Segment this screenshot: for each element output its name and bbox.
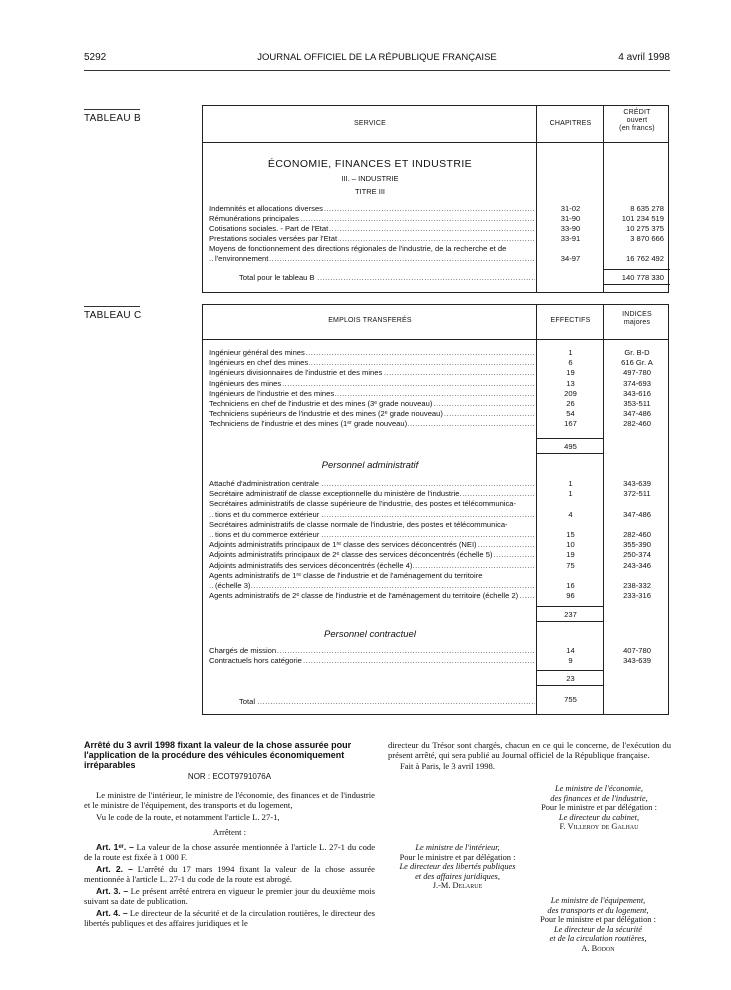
arrete-title: Arrêté du 3 avril 1998 fixant la valeur de la chose assurée pour l'application de la procédure des véhicules économiquement irréparables (84, 740, 352, 770)
indices-cell: 355-390 (623, 540, 651, 550)
table-row: (échelle 3) ..... (209, 581, 535, 591)
tableau-c (202, 304, 669, 715)
indices-cell: 407-780 (623, 646, 651, 655)
credit-cell: 101 234 519 (621, 214, 664, 223)
col-emplois-header: EMPLOIS TRANSFERÉS (328, 317, 412, 324)
indices-cell: 250-374 (623, 550, 651, 560)
total-row: Total pour le tableau B ..... (239, 273, 535, 283)
col-credit-header: CRÉDIT ouvert (en francs) (619, 109, 655, 132)
visa: Vu le code de la route, et notamment l'article L. 27-1, (96, 812, 280, 822)
effectifs-cell: 10 (566, 540, 575, 550)
effectifs-cell: 1 (568, 479, 573, 488)
indices-cell: Gr. B-D (624, 348, 650, 357)
indices-cell: 353-511 (623, 399, 651, 408)
table-row: l'environnement ..... (209, 254, 535, 264)
tableau-b-label: TABLEAU B (84, 113, 141, 124)
effectifs-cell: 6 (568, 358, 573, 368)
chapitre-cell: 31-02 (560, 204, 581, 213)
table-row: Techniciens en chef de l'industrie et des mines (3ᵉ grade nouveau) ..... (209, 399, 535, 409)
preamble: Le ministre de l'intérieur, le ministre de l'économie, des finances et de l'industrie et le ministre de l'équipement, des transports et du logement, (84, 790, 375, 810)
col-chapitres-header: CHAPITRES (549, 120, 592, 127)
table-row: Techniciens de l'industrie et des mines (1ᵉʳ grade nouveau) ..... (209, 419, 535, 429)
table-row: Adjoints administratifs des services déconcentrés (échelle 4) ..... (209, 561, 535, 571)
table-row: Contractuels hors catégorie ..... (209, 656, 535, 666)
fait-a-paris: Fait à Paris, le 3 avril 1998. (400, 761, 495, 771)
table-row: Secrétaire administratif de classe exceptionnelle du ministère de l'industrie ..... (209, 489, 535, 499)
effectifs-cell: 1 (568, 489, 573, 499)
signature-economie: Le ministre de l'économie, des finances et de l'industrie, Pour le ministre et par délégation : Le directeur du cabinet, F. Villeroy de Galhau (541, 784, 657, 831)
effectifs-cell: 9 (568, 656, 573, 666)
effectifs-cell: 1 (568, 348, 573, 357)
effectifs-cell: 75 (566, 560, 575, 570)
effectifs-cell: 167 (564, 419, 577, 429)
header-rule (84, 70, 670, 71)
indices-cell (604, 520, 670, 530)
table-row: Ingénieurs en chef des mines ..... (209, 358, 535, 368)
indices-cell (604, 499, 670, 509)
credit-cell: 16 762 492 (625, 254, 664, 263)
chapitres-column (537, 106, 604, 292)
section-personnel-administratif: Personnel administratif (321, 460, 419, 471)
indices-cell: 497-780 (623, 368, 651, 378)
signature-equipement: Le ministre de l'équipement, des transports et du logement, Pour le ministre et par délégation : Le directeur de la sécurité et de la circulation routières, A. Bodon (540, 896, 656, 953)
indices-cell: 374-693 (623, 378, 651, 388)
article-2: Art. 2. – L'arrêté du 17 mars 1994 fixant la valeur de la chose assurée mentionnée à l'article L. 27-1 du code de la route est abrogé. (84, 864, 375, 884)
page-header (84, 52, 670, 68)
titre-heading: TITRE III (355, 187, 385, 196)
effectifs-cell: 4 (568, 509, 573, 519)
effectifs-cell: 19 (566, 368, 575, 378)
subtotal-1: 495 (537, 438, 604, 454)
effectifs-cell: 26 (566, 399, 575, 408)
table-row: Agents administratifs de 1ʳᵉ classe de l'industrie et de l'aménagement du territoire (209, 570, 483, 580)
journal-title: JOURNAL OFFICIEL DE LA RÉPUBLIQUE FRANÇAISE (257, 52, 497, 63)
ministry-title: ÉCONOMIE, FINANCES ET INDUSTRIE (267, 158, 473, 170)
indices-cell: 243-346 (623, 560, 651, 570)
table-row: Attaché d'administration centrale ..... (209, 479, 535, 489)
tableau-c-label: TABLEAU C (84, 310, 142, 321)
indices-cell: 233-316 (623, 591, 651, 601)
section-title: III. – INDUSTRIE (341, 174, 399, 183)
effectifs-cell: 54 (566, 409, 575, 419)
indices-cell: 282-460 (623, 419, 651, 429)
table-row: Cotisations sociales. - Part de l'Etat ..... (209, 224, 535, 234)
chapitre-cell: 33-91 (560, 234, 581, 243)
tableau-b (202, 105, 669, 293)
col-effectifs-header: EFFECTIFS (550, 317, 591, 324)
article-4: Art. 4. – Le directeur de la sécurité et de la circulation routières, le directeur des libertés publiques et des affaires juridiques et le (84, 908, 375, 928)
credit-cell: 10 275 375 (625, 224, 664, 233)
indices-cell: 347-486 (623, 509, 651, 519)
article-1: Art. 1ᵉʳ. – La valeur de la chose assurée mentionnée à l'article L. 27-1 du code de la route est fixée à 1 000 F. (84, 842, 376, 862)
total-effectifs: 755 (564, 695, 577, 704)
table-row: Techniciens supérieurs de l'industrie et des mines (2ᵉ grade nouveau) ..... (209, 409, 535, 419)
effectifs-cell: 13 (566, 378, 575, 388)
credit-cell: 8 635 278 (630, 204, 664, 213)
indices-cell: 343-616 (623, 388, 651, 398)
table-row: Ingénieurs divisionnaires de l'industrie et des mines ..... (209, 368, 535, 378)
indices-cell: 616 Gr. A (621, 358, 653, 368)
table-row: tions et du commerce extérieur ..... (209, 510, 535, 520)
table-row: Adjoints administratifs principaux de 1ʳᵉ classe des services déconcentrés (NEI) ..... (209, 540, 535, 550)
table-head-separator (203, 339, 668, 340)
chapitre-cell: 31-90 (560, 214, 581, 223)
effectifs-cell (537, 499, 604, 509)
indices-cell (604, 571, 670, 581)
nor-reference: NOR : ECOT9791076A (187, 772, 272, 781)
table-row: Secrétaires administratifs de classe supérieure de l'industrie, des postes et télécommunica- (209, 499, 517, 509)
table-row: Ingénieur général des mines ..... (209, 348, 535, 358)
execution-clause: directeur du Trésor sont chargés, chacun en ce qui le concerne, de l'exécution du présent arrêté, qui sera publié au Journal officiel de la République française. (388, 740, 671, 760)
table-row: tions et du commerce extérieur ..... (209, 530, 535, 540)
table-row: Ingénieurs de l'industrie et des mines ..... (209, 389, 535, 399)
col-service-header: SERVICE (353, 120, 386, 127)
chapitre-cell: 33-90 (560, 224, 581, 233)
table-row: Agents administratifs de 2ᵉ classe de l'industrie et de l'aménagement du territoire (échelle 2) ..... (209, 591, 535, 601)
chapitre-cell: 34-97 (560, 254, 581, 263)
indices-cell: 238-332 (623, 581, 651, 590)
effectifs-cell: 19 (566, 550, 575, 560)
total-value: 140 778 330 (604, 269, 670, 285)
indices-cell: 347-486 (623, 409, 651, 419)
table-row: Adjoints administratifs principaux de 2ᵉ classe des services déconcentrés (échelle 5) ..... (209, 550, 535, 560)
arrete-column-2 (388, 740, 671, 771)
page-number: 5292 (84, 52, 107, 63)
section-personnel-contractuel: Personnel contractuel (324, 629, 416, 640)
indices-cell: 372-511 (623, 489, 651, 499)
service-column (203, 106, 537, 292)
table-row: Indemnités et allocations diverses ..... (209, 204, 535, 214)
indices-cell: 282-460 (623, 530, 651, 539)
credit-cell: 3 870 666 (630, 234, 664, 243)
total-row: Total ..... (239, 697, 535, 707)
col-indices-header: INDICES majores (622, 311, 652, 326)
effectifs-cell: 15 (566, 530, 575, 539)
subtotal-3: 23 (537, 670, 604, 686)
effectifs-cell: 96 (566, 591, 575, 601)
effectifs-cell: 16 (566, 581, 575, 590)
article-3: Art. 3. – Le présent arrêté entrera en vigueur le premier jour du deuxième mois suivant sa date de publication. (84, 886, 375, 906)
table-row: Rémunérations principales ..... (209, 214, 535, 224)
effectifs-cell: 209 (564, 388, 577, 398)
table-row: Chargés de mission ..... (209, 646, 535, 656)
table-row: Secrétaires administratifs de classe normale de l'industrie, des postes et télécommunica- (209, 519, 508, 529)
effectifs-cell: 14 (566, 646, 575, 655)
table-row: Prestations sociales versées par l'Etat ..... (209, 234, 535, 244)
effectifs-cell (537, 520, 604, 530)
indices-cell: 343-639 (623, 479, 651, 488)
table-row: Moyens de fonctionnement des directions régionales de l'industrie, de la recherche et de (209, 244, 507, 253)
effectifs-cell (537, 571, 604, 581)
arrete-column-1 (84, 740, 375, 928)
table-head-separator (203, 142, 668, 143)
table-row: Ingénieurs des mines ..... (209, 379, 535, 389)
issue-date: 4 avril 1998 (618, 52, 670, 63)
subtotal-2: 237 (537, 606, 604, 622)
signature-interieur: Le ministre de l'intérieur, Pour le ministre et par délégation : Le directeur des libertés publiques et des affaires juridiques, J.-M. Delarue (399, 843, 516, 890)
arretent: Arrêtent : (212, 827, 247, 837)
indices-cell: 343-639 (623, 656, 651, 666)
